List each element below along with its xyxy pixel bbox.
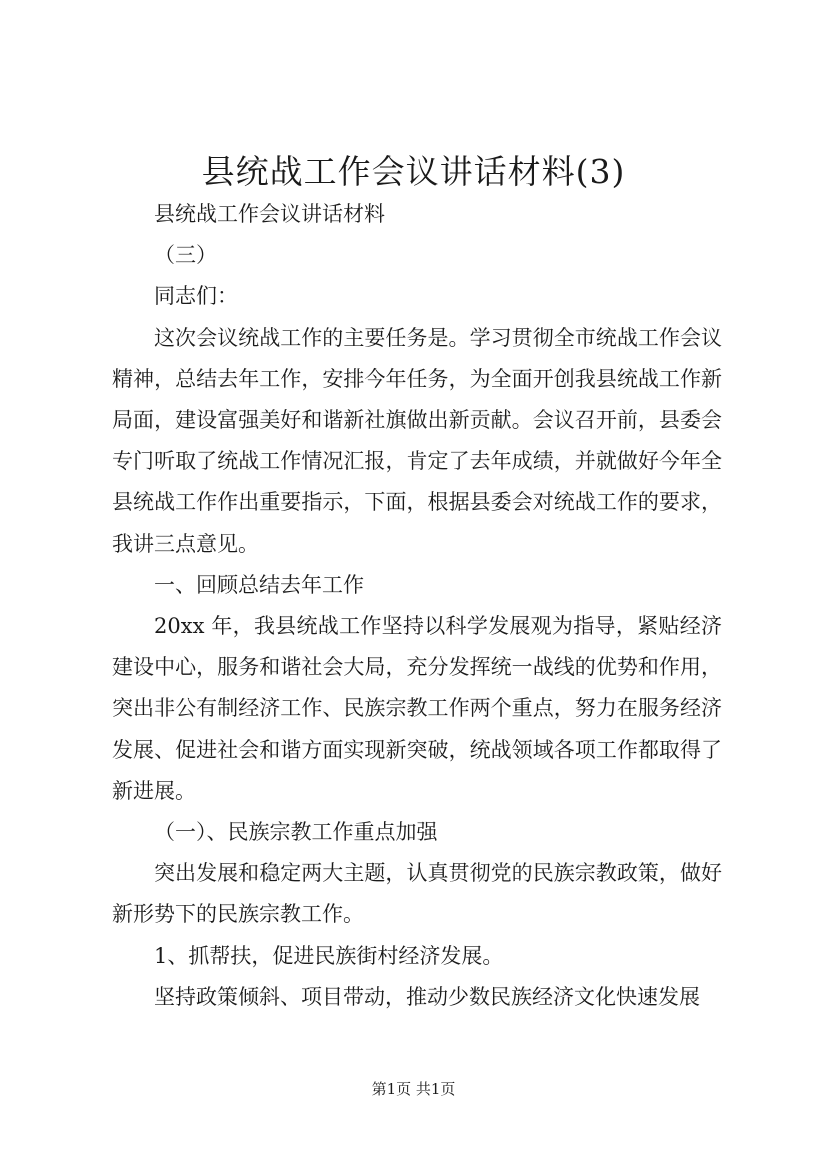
paragraph-salutation: 同志们： bbox=[154, 284, 238, 309]
section-heading-1: 一、回顾总结去年工作 bbox=[154, 572, 364, 597]
subsection-heading-1: （一）、民族宗教工作重点加强 bbox=[154, 820, 438, 845]
paragraph-policy: 坚持政策倾斜、项目带动，推动少数民族经济文化快速发展 bbox=[154, 984, 700, 1009]
paragraph-subtitle: 县统战工作会议讲话材料 bbox=[154, 202, 385, 226]
document-body bbox=[112, 194, 722, 1018]
page-footer: 第1页 共1页 bbox=[371, 1080, 456, 1098]
item-heading-1: 1、抓帮扶，促进民族街村经济发展。 bbox=[154, 943, 504, 968]
paragraph-review: 20xx 年，我县统战工作坚持以科学发展观为指导，紧贴经济建设中心，服务和谐社会大局，充分发挥统一战线的优势和作用，突出非公有制经济工作、民族宗教工作两个重点，努力在服务经济发展、促进社会和谐方面实现新突破，统战领域各项工作都取得了新进展。 bbox=[112, 614, 722, 803]
document-title: 县统战工作会议讲话材料(3) bbox=[201, 152, 626, 191]
paragraph-part-number: （三） bbox=[154, 243, 217, 268]
paragraph-ethnic-religion: 突出发展和稳定两大主题，认真贯彻党的民族宗教政策，做好新形势下的民族宗教工作。 bbox=[112, 861, 722, 927]
paragraph-intro: 这次会议统战工作的主要任务是。学习贯彻全市统战工作会议精神，总结去年工作，安排今年任务，为全面开创我县统战工作新局面，建设富强美好和谐新社旗做出新贡献。会议召开前，县委会专门听取了统战工作情况汇报，肯定了去年成绩，并就做好今年全县统战工作作出重要指示，下面，根据县委会对统战工作的要求，我讲三点意见。 bbox=[112, 325, 722, 556]
